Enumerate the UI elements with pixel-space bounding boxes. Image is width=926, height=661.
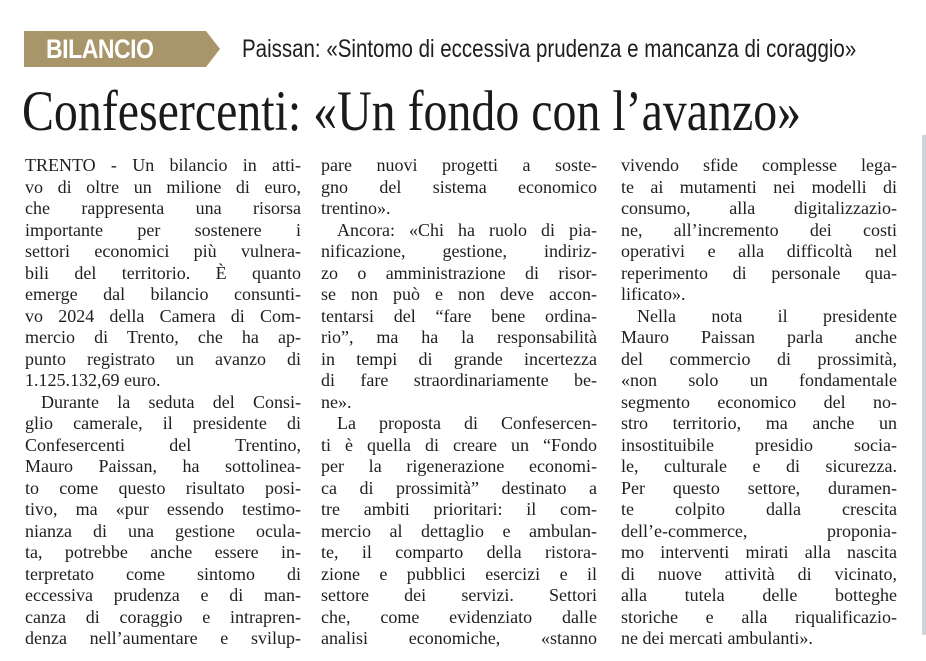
text-line-content: se non può e non deve accon- — [321, 284, 597, 304]
text-line — [321, 392, 597, 414]
text-line — [25, 349, 301, 371]
text-line — [621, 564, 897, 586]
text-line — [321, 521, 597, 543]
text-line-content: to come questo risultato posi- — [25, 477, 301, 498]
text-line — [621, 220, 897, 242]
text-line — [25, 327, 301, 349]
text-line — [621, 499, 897, 521]
text-line — [621, 435, 897, 457]
text-line — [25, 499, 301, 521]
section-tag-label: BILANCIO — [46, 34, 154, 64]
text-line-content: mo interventi mirati alla nascita — [621, 542, 897, 562]
kicker — [24, 31, 857, 67]
article-column-1 — [25, 155, 301, 650]
text-line — [621, 263, 897, 285]
text-line-content: zo o amministrazione di risor- — [321, 262, 597, 283]
text-line — [621, 521, 897, 543]
text-line — [321, 284, 597, 306]
text-line-content: di nuove attività di vicinato, — [621, 563, 897, 584]
text-line — [321, 327, 597, 349]
text-line-content: vo 2024 della Camera di Com- — [25, 305, 301, 326]
article-column-2 — [321, 155, 597, 650]
text-line-content: Nella nota il presidente — [637, 305, 897, 326]
text-line-content: Confesercenti del Trentino, — [25, 434, 301, 455]
section-tag — [24, 31, 206, 67]
text-line — [25, 435, 301, 457]
text-line — [621, 327, 897, 349]
text-line-content: mercio di Trento, che ha ap- — [25, 327, 301, 347]
text-line — [25, 478, 301, 500]
text-line-content: glio camerale, il presidente di — [25, 413, 301, 433]
text-line — [321, 542, 597, 564]
text-line — [621, 456, 897, 478]
text-line — [321, 478, 597, 500]
text-line-content: ne». — [321, 391, 352, 412]
text-line-content: bili del territorio. È quanto — [25, 262, 301, 283]
text-line — [321, 456, 597, 478]
text-line — [25, 177, 301, 199]
text-line-content: gno del sistema economico — [321, 176, 597, 197]
text-line-content: per la rigenerazione economi- — [321, 456, 597, 476]
text-line — [621, 542, 897, 564]
text-line-content: nianza di una gestione ocula- — [25, 520, 301, 541]
text-line — [621, 392, 897, 414]
page-edge — [922, 135, 926, 635]
text-line — [25, 284, 301, 306]
text-line — [321, 413, 597, 435]
text-line — [25, 628, 301, 650]
kicker-subtitle: Paissan: «Sintomo di eccessiva prudenza e mancanza di coraggio» — [242, 35, 857, 63]
text-line-content: terpretato come sintomo di — [25, 563, 301, 584]
text-line — [25, 370, 301, 392]
text-line — [321, 370, 597, 392]
text-line-content: Mauro Paissan, ha sottolinea- — [25, 456, 301, 476]
text-line-content: te ai mutamenti nei modelli di — [621, 176, 897, 197]
text-line — [25, 413, 301, 435]
text-line-content: reperimento di personale qua- — [621, 262, 897, 283]
text-line — [25, 306, 301, 328]
text-line — [621, 413, 897, 435]
text-line-content: segmento economico del no- — [621, 391, 897, 412]
text-line — [321, 585, 597, 607]
text-line-content: settore dei servizi. Settori — [321, 585, 597, 605]
text-line-content: trentino». — [321, 198, 391, 218]
text-line-content: TRENTO - Un bilancio in atti- — [25, 155, 301, 175]
text-line-content: ne, all’incremento dei costi — [621, 219, 897, 240]
text-line-content: del commercio di prossimità, — [621, 348, 897, 369]
text-line-content: denza nell’aumentare e svilup- — [25, 628, 301, 648]
text-line-content: che rappresenta una risorsa — [25, 198, 301, 218]
text-line-content: 1.125.132,69 euro. — [25, 370, 161, 390]
text-line-content: punto registrato un avanzo di — [25, 348, 301, 369]
text-line-content: tivo, ma «pur essendo testimo- — [25, 499, 301, 519]
text-line-content: consumo, alla digitalizzazio- — [621, 198, 897, 218]
text-line — [621, 628, 897, 650]
text-line — [25, 241, 301, 263]
text-line — [621, 306, 897, 328]
text-line — [321, 241, 597, 263]
text-line — [621, 198, 897, 220]
text-line — [321, 263, 597, 285]
text-line-content: nificazione, gestione, indiriz- — [321, 241, 597, 261]
text-line-content: alla tutela delle botteghe — [621, 585, 897, 605]
text-line-content: analisi economiche, «stanno — [321, 628, 597, 648]
text-line — [621, 155, 897, 177]
text-line-content: Mauro Paissan parla anche — [621, 327, 897, 347]
text-line-content: in tempi di grande incertezza — [321, 348, 597, 369]
text-line — [621, 607, 897, 629]
text-line — [321, 177, 597, 199]
text-line-content: vo di oltre un milione di euro, — [25, 176, 301, 197]
text-line — [621, 241, 897, 263]
text-line-content: lificato». — [621, 284, 686, 304]
text-line — [621, 585, 897, 607]
text-line — [321, 628, 597, 650]
text-line-content: le, culturale e di sicurezza. — [621, 456, 897, 476]
text-line — [25, 521, 301, 543]
text-line — [321, 435, 597, 457]
text-line — [321, 198, 597, 220]
text-line-content: La proposta di Confesercen- — [337, 413, 597, 433]
text-line — [25, 585, 301, 607]
text-line — [25, 263, 301, 285]
headline: Confesercenti: «Un fondo con l’avanzo» — [22, 80, 802, 143]
text-line-content: storiche e alla riqualificazio- — [621, 606, 897, 627]
text-line-content: tentarsi del “fare bene ordina- — [321, 305, 597, 326]
text-line — [321, 155, 597, 177]
text-line-content: settori economici più vulnera- — [25, 241, 301, 261]
text-line — [621, 284, 897, 306]
text-line — [621, 370, 897, 392]
text-line — [25, 564, 301, 586]
text-line — [621, 349, 897, 371]
text-line — [25, 155, 301, 177]
text-line — [25, 607, 301, 629]
text-line — [25, 456, 301, 478]
text-line-content: ne dei mercati ambulanti». — [621, 628, 813, 648]
text-line — [621, 478, 897, 500]
text-line-content: dell’e-commerce, proponia- — [621, 520, 897, 541]
text-line — [25, 392, 301, 414]
text-line-content: pare nuovi progetti a soste- — [321, 155, 597, 175]
text-line — [321, 220, 597, 242]
text-line — [321, 306, 597, 328]
text-line-content: insostituibile presidio socia- — [621, 434, 897, 455]
article-column-3 — [621, 155, 897, 650]
text-line — [321, 499, 597, 521]
text-line — [321, 349, 597, 371]
text-line-content: vivendo sfide complesse lega- — [621, 155, 897, 175]
text-line-content: operativi e alla difficoltà nel — [621, 241, 897, 261]
text-line — [621, 177, 897, 199]
text-line-content: te colpito dalla crescita — [621, 499, 897, 519]
text-line-content: ca di prossimità” destinato a — [321, 477, 597, 498]
text-line-content: zione e pubblici esercizi e il — [321, 563, 597, 584]
text-line-content: «non solo un fondamentale — [621, 370, 897, 390]
text-line — [321, 607, 597, 629]
text-line — [25, 198, 301, 220]
text-line-content: ti è quella di creare un “Fondo — [321, 434, 597, 455]
text-line-content: Ancora: «Chi ha ruolo di pia- — [337, 219, 597, 240]
text-line-content: di fare straordinariamente be- — [321, 370, 597, 390]
text-line-content: emerge dal bilancio consunti- — [25, 284, 301, 304]
text-line-content: Durante la seduta del Consi- — [41, 391, 301, 412]
text-line-content: tre ambiti prioritari: il com- — [321, 499, 597, 519]
text-line — [25, 220, 301, 242]
text-line-content: te, il comparto della ristora- — [321, 542, 597, 562]
text-line-content: che, come evidenziato dalle — [321, 606, 597, 627]
text-line-content: ta, potrebbe anche essere in- — [25, 542, 301, 562]
text-line-content: mercio al dettaglio e ambulan- — [321, 520, 597, 541]
text-line — [321, 564, 597, 586]
text-line-content: canza di coraggio e intrapren- — [25, 606, 301, 627]
text-line-content: importante per sostenere i — [25, 219, 301, 240]
text-line-content: eccessiva prudenza e di man- — [25, 585, 301, 605]
text-line-content: stro territorio, ma anche un — [621, 413, 897, 433]
text-line-content: rio”, ma ha la responsabilità — [321, 327, 597, 347]
text-line-content: Per questo settore, duramen- — [621, 477, 897, 498]
text-line — [25, 542, 301, 564]
